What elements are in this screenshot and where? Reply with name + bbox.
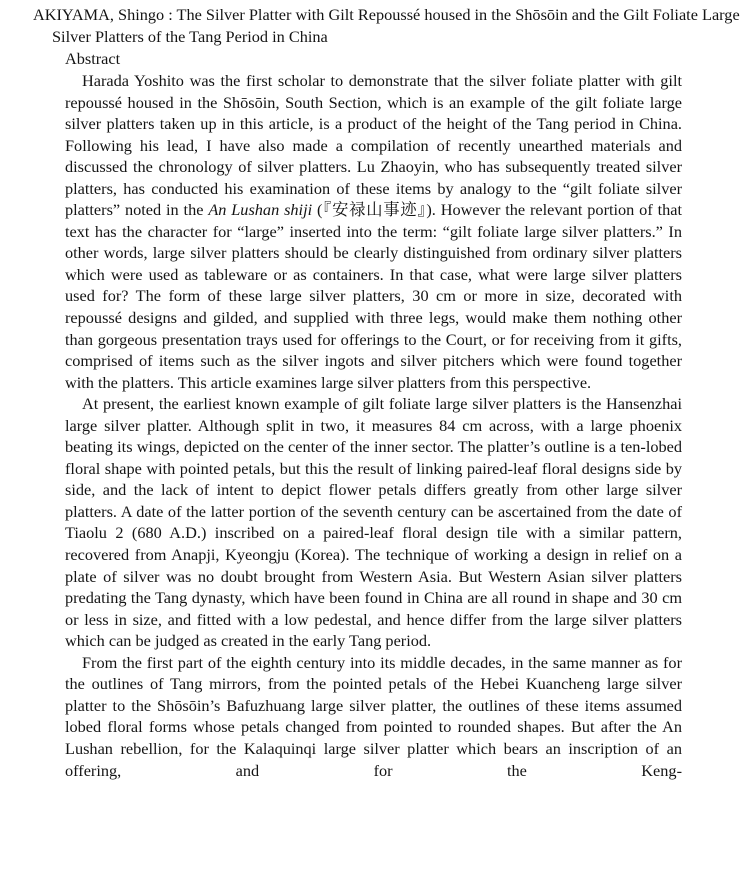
paragraph-3: From the first part of the eighth century into its middle decades, in the same manner as for the outlines of Tang mirrors, from the pointed petals of the Hebei Kuancheng large silver platter to the Shōsōin’s Bafuzhuang large silver platter, the outlines of these items assumed lobed floral forms whose petals changed from pointed to rounded shapes. But after the An Lushan rebellion, for the Kalaquinqi large silver platter which bears an inscription of an offering, and for the Keng- bbox=[65, 652, 682, 780]
paragraph-1 bbox=[65, 70, 682, 393]
paragraph-1-text-a: Harada Yoshito was the first scholar to demonstrate that the silver foliate platter with gilt repoussé housed in the Shōsōin, South Section, which is an example of the gilt foliate large silver platters taken up in this article, is a product of the height of the Tang period in China. Following his lead, I have also made a compilation of recently unearthed materials and discussed the chronology of silver platters. Lu Zhaoyin, who has subsequently treated silver platters, has conducted his examination of these items by analogy to the “gilt foliate silver platters” noted in the bbox=[65, 71, 682, 220]
paragraph-2: At present, the earliest known example of gilt foliate large silver platters is the Hansenzhai large silver platter. Although split in two, it measures 84 cm across, with a large phoenix beating its wings, depicted on the center of the inner sector. The platter’s outline is a ten-lobed floral shape with pointed petals, but this the result of linking paired-leaf floral designs side by side, and the lack of intent to depict flower petals differs greatly from other large silver platters. A date of the latter portion of the seventh century can be ascertained from the date of Tiaolu 2 (680 A.D.) inscribed on a paired-leaf floral design tile with a similar pattern, recovered from Anapji, Kyeongju (Korea). The technique of working a design in relief on a plate of silver was no doubt brought from Western Asia. But Western Asian silver platters predating the Tang dynasty, which have been found in China are all round in shape and 30 cm or less in size, and fitted with a low pedestal, and hence differ from the large silver platters which can be judged as created in the early Tang period. bbox=[65, 394, 682, 651]
abstract-heading: Abstract bbox=[65, 49, 121, 68]
paragraph-1-text-b: (『安禄山事迹』). However the relevant portion of that text has the character for “large” inserted into the term: “gilt foliate large silver platters.” In other words, large silver platters should be clearly distinguished from ordinary silver platters which were used as tableware or as containers. In that case, what were large silver platters used for? The form of these large silver platters, 30 cm or more in size, decorated with repoussé designs and gilded, and supplied with three legs, would make them nothing other than gorgeous presentation trays used for offerings to the Court, or for receiving from it gifts, comprised of items such as the silver ingots and silver pitchers which were found together with the platters. This article examines large silver platters from this perspective. bbox=[65, 200, 683, 392]
book-title: An Lushan shiji bbox=[208, 200, 313, 220]
abstract-body bbox=[65, 70, 682, 781]
article-citation: AKIYAMA, Shingo : The Silver Platter with Gilt Repoussé housed in the Shōsōin and the Gilt Foliate Large Silver Platters of the Tang Period in China bbox=[33, 5, 740, 46]
